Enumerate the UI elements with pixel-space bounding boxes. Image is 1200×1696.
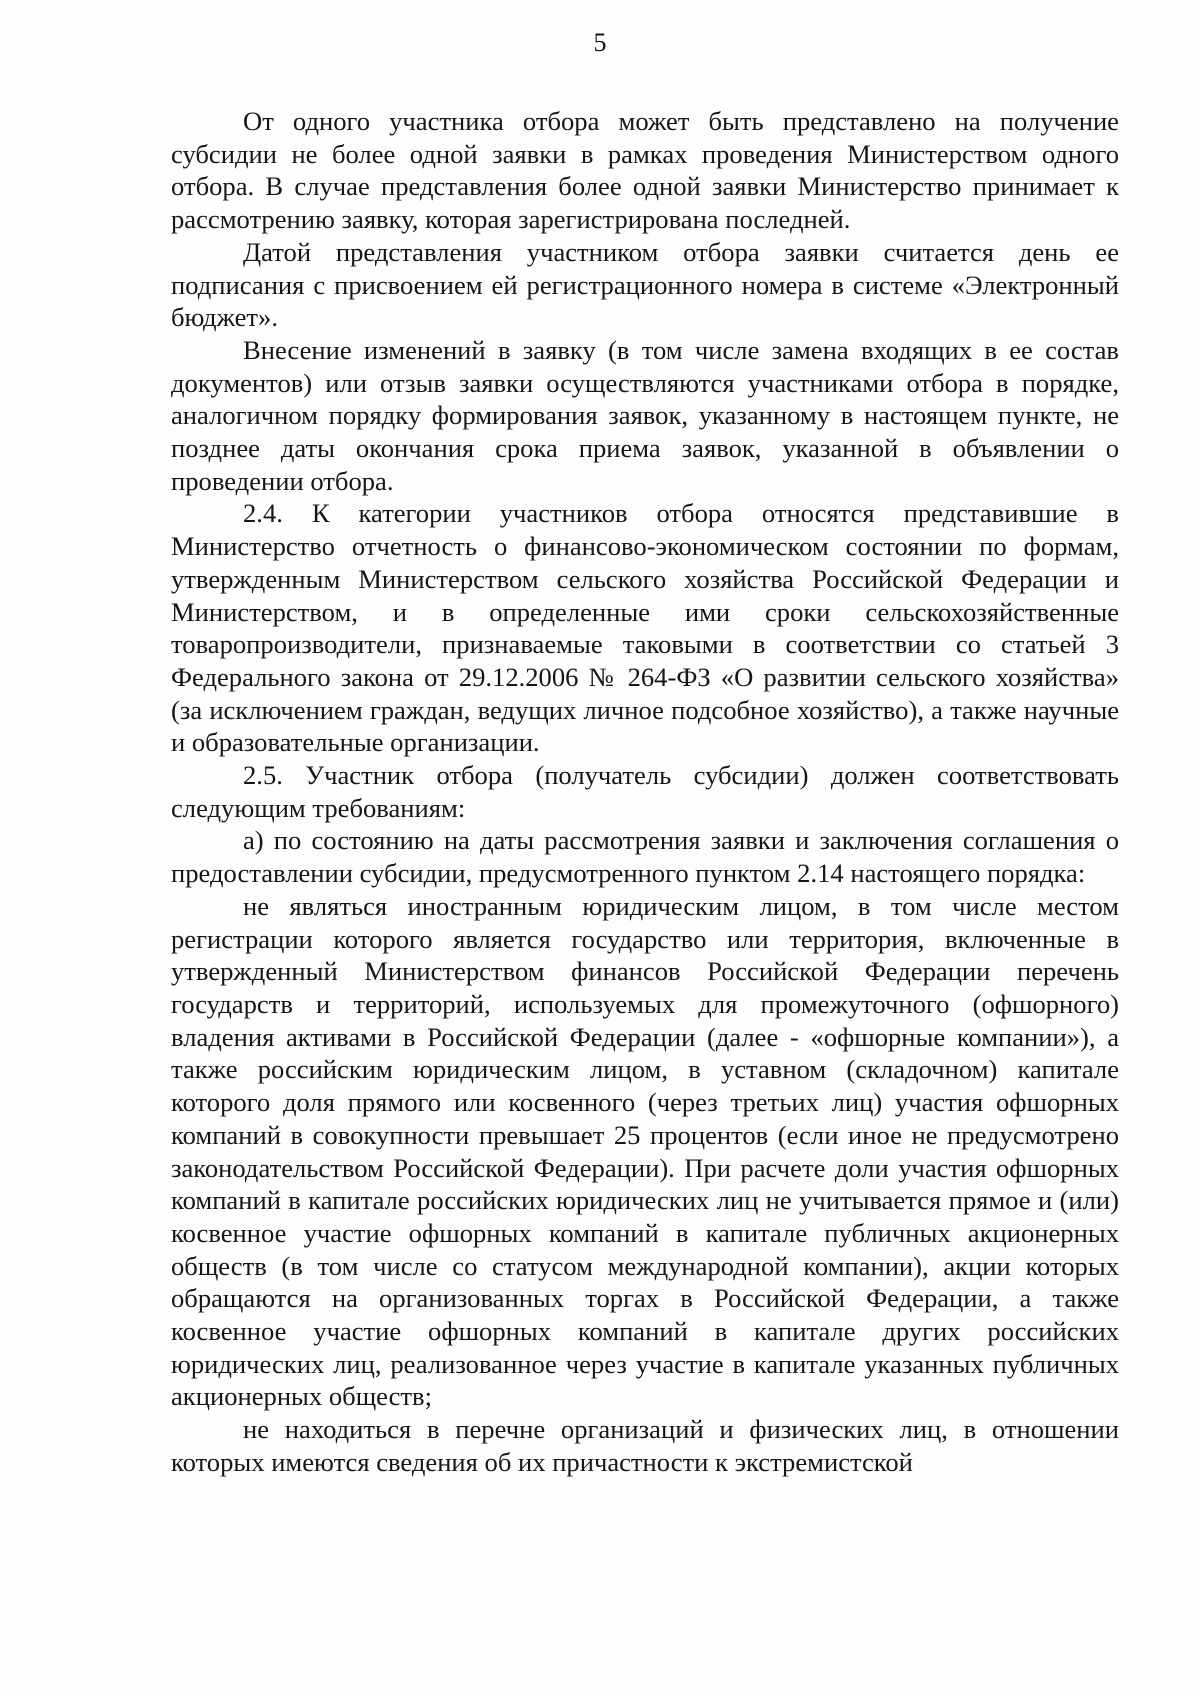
page-number: 5	[593, 28, 607, 57]
paragraph-submission-date: Датой представления участником отбора заявки считается день ее подписания с присвоением ей регистрационного номера в системе «Электронный бюджет».	[171, 236, 1119, 333]
paragraph-extremism-list: не находиться в перечне организаций и физических лиц, в отношении которых имеются сведения об их причастности к экстремистской	[171, 1414, 1119, 1477]
document-body	[171, 105, 1119, 1479]
paragraph-single-application: От одного участника отбора может быть представлено на получение субсидии не более одной заявки в рамках проведения Министерством одного отбора. В случае представления более одной заявки Министерство принимает к рассмотрению заявку, которая зарегистрирована последней.	[171, 106, 1119, 235]
paragraph-section-2-4: 2.4. К категории участников отбора относятся представившие в Министерство отчетность о финансово-экономическом состоянии по формам, утвержденным Министерством сельского хозяйства Российской Федерации и Министерством, и в определенные ими сроки сельскохозяйственные товаропроизводители, признаваемые таковыми в соответствии со статьей 3 Федерального закона от 29.12.2006 № 264-ФЗ «О развитии сельского хозяйства» (за исключением граждан, ведущих личное подсобное хозяйство), а также научные и образовательные организации.	[171, 498, 1119, 758]
paragraph-offshore-requirement: не являться иностранным юридическим лицом, в том числе местом регистрации которого является государство или территория, включенные в утвержденный Министерством финансов Российской Федерации перечень государств и территорий, используемых для промежуточного (офшорного) владения активами в Российской Федерации (далее - «офшорные компании»), а также российским юридическим лицом, в уставном (складочном) капитале которого доля прямого или косвенного (через третьих лиц) участия офшорных компаний в совокупности превышает 25 процентов (если иное не предусмотрено законодательством Российской Федерации). При расчете доли участия офшорных компаний в капитале российских юридических лиц не учитывается прямое и (или) косвенное участие офшорных компаний в капитале публичных акционерных обществ (в том числе со статусом международной компании), акции которых обращаются на организованных торгах в Российской Федерации, а также косвенное участие офшорных компаний в капитале других российских юридических лиц, реализованное через участие в капитале указанных публичных акционерных обществ;	[171, 890, 1119, 1412]
paragraph-item-a: а) по состоянию на даты рассмотрения заявки и заключения соглашения о предоставлении субсидии, предусмотренного пунктом 2.14 настоящего порядка:	[171, 825, 1119, 889]
paragraph-application-changes: Внесение изменений в заявку (в том числе замена входящих в ее состав документов) или отзыв заявки осуществляются участниками отбора в порядке, аналогичном порядку формирования заявок, указанному в настоящем пункте, не позднее даты окончания срока приема заявок, указанной в объявлении о проведении отбора.	[171, 334, 1119, 496]
paragraph-section-2-5: 2.5. Участник отбора (получатель субсидии) должен соответствовать следующим требованиям:	[171, 760, 1119, 823]
